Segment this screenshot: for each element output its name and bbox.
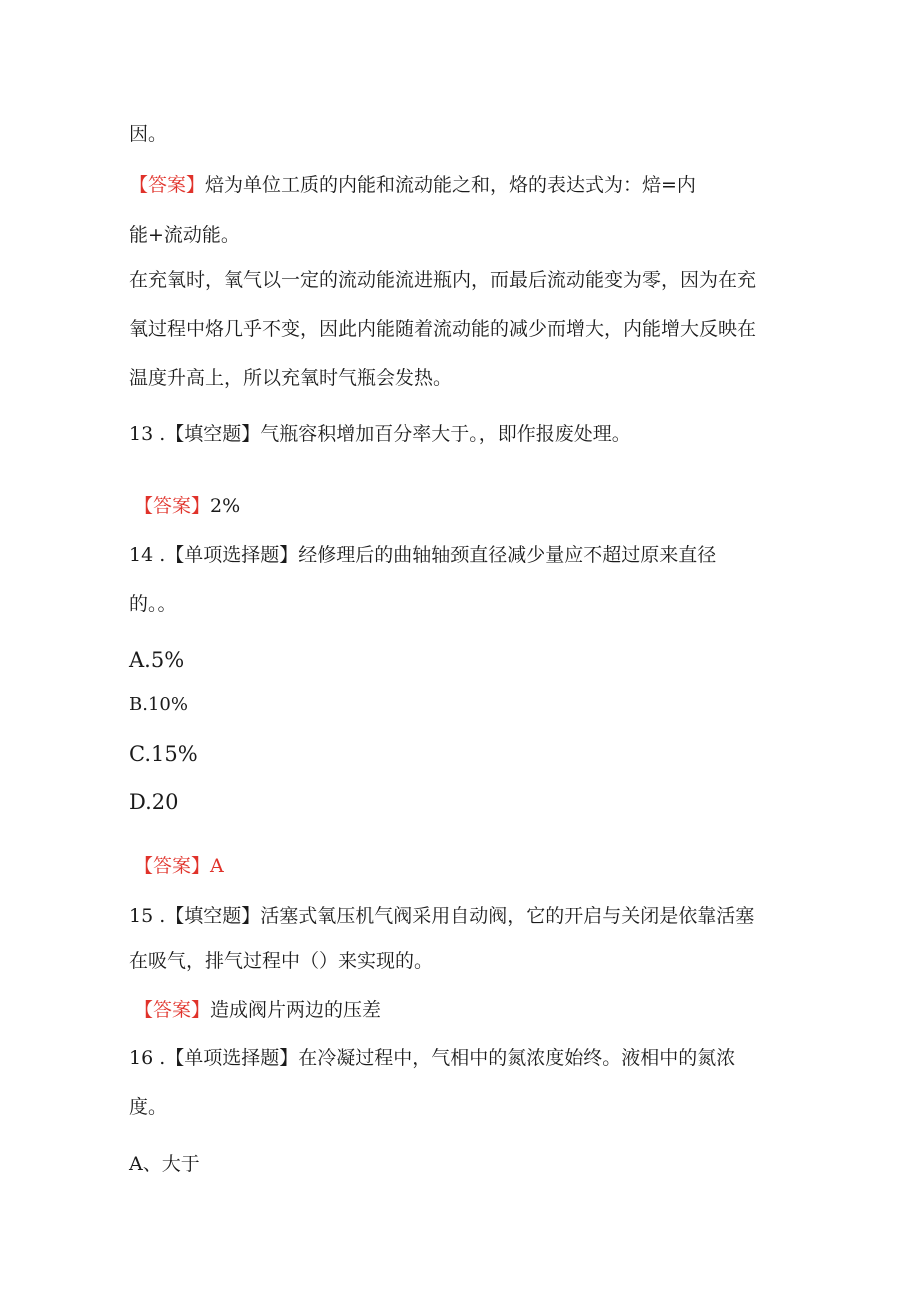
answer-tag: 【答案】 — [134, 855, 211, 877]
answer-tag: 【答案】 — [134, 495, 211, 517]
text-line: 因。 — [129, 123, 168, 145]
option-a: A.5% — [129, 648, 185, 672]
option-d: D.20 — [129, 790, 179, 814]
answer-value: 造成阀片两边的压差 — [210, 999, 382, 1021]
text-line: 在充氧时，氧气以一定的流动能流进瓶内，而最后流动能变为零，因为在充 — [129, 269, 757, 291]
answer-tag: 【答案】 — [129, 174, 206, 196]
answer-value: A — [210, 855, 224, 877]
answer-line — [129, 172, 696, 198]
answer-tag: 【答案】 — [134, 999, 211, 1021]
answer-value: 2% — [210, 495, 241, 517]
question-15-line-2: 在吸气，排气过程中（）来实现的。 — [129, 950, 434, 972]
question-16-line-2: 度。 — [129, 1096, 168, 1118]
option-c: C.15% — [129, 742, 198, 766]
question-16-line-1: 16 .【单项选择题】在冷凝过程中，气相中的氮浓度始终。液相中的氮浓 — [129, 1047, 736, 1069]
option-a: A、大于 — [129, 1153, 200, 1175]
question-14-line-1: 14 .【单项选择题】经修理后的曲轴轴颈直径减少量应不超过原来直径 — [129, 544, 717, 566]
answer-13 — [134, 493, 240, 519]
question-15-line-1: 15 .【填空题】活塞式氧压机气阀采用自动阀，它的开启与关闭是依靠活塞 — [129, 905, 755, 927]
answer-14 — [134, 853, 224, 879]
text-line: 能+流动能。 — [129, 224, 240, 246]
option-b: B.10% — [129, 694, 188, 715]
question-13: 13 .【填空题】气瓶容积增加百分率大于。，即作报废处理。 — [129, 423, 631, 445]
answer-15 — [134, 997, 381, 1023]
text-line: 氧过程中烙几乎不变，因此内能随着流动能的减少而增大，内能增大反映在 — [129, 318, 757, 340]
question-14-line-2: 的。。 — [129, 593, 177, 615]
answer-text: 焙为单位工质的内能和流动能之和，烙的表达式为：焙=内 — [205, 174, 696, 196]
text-line: 温度升高上，所以充氧时气瓶会发热。 — [129, 367, 453, 389]
